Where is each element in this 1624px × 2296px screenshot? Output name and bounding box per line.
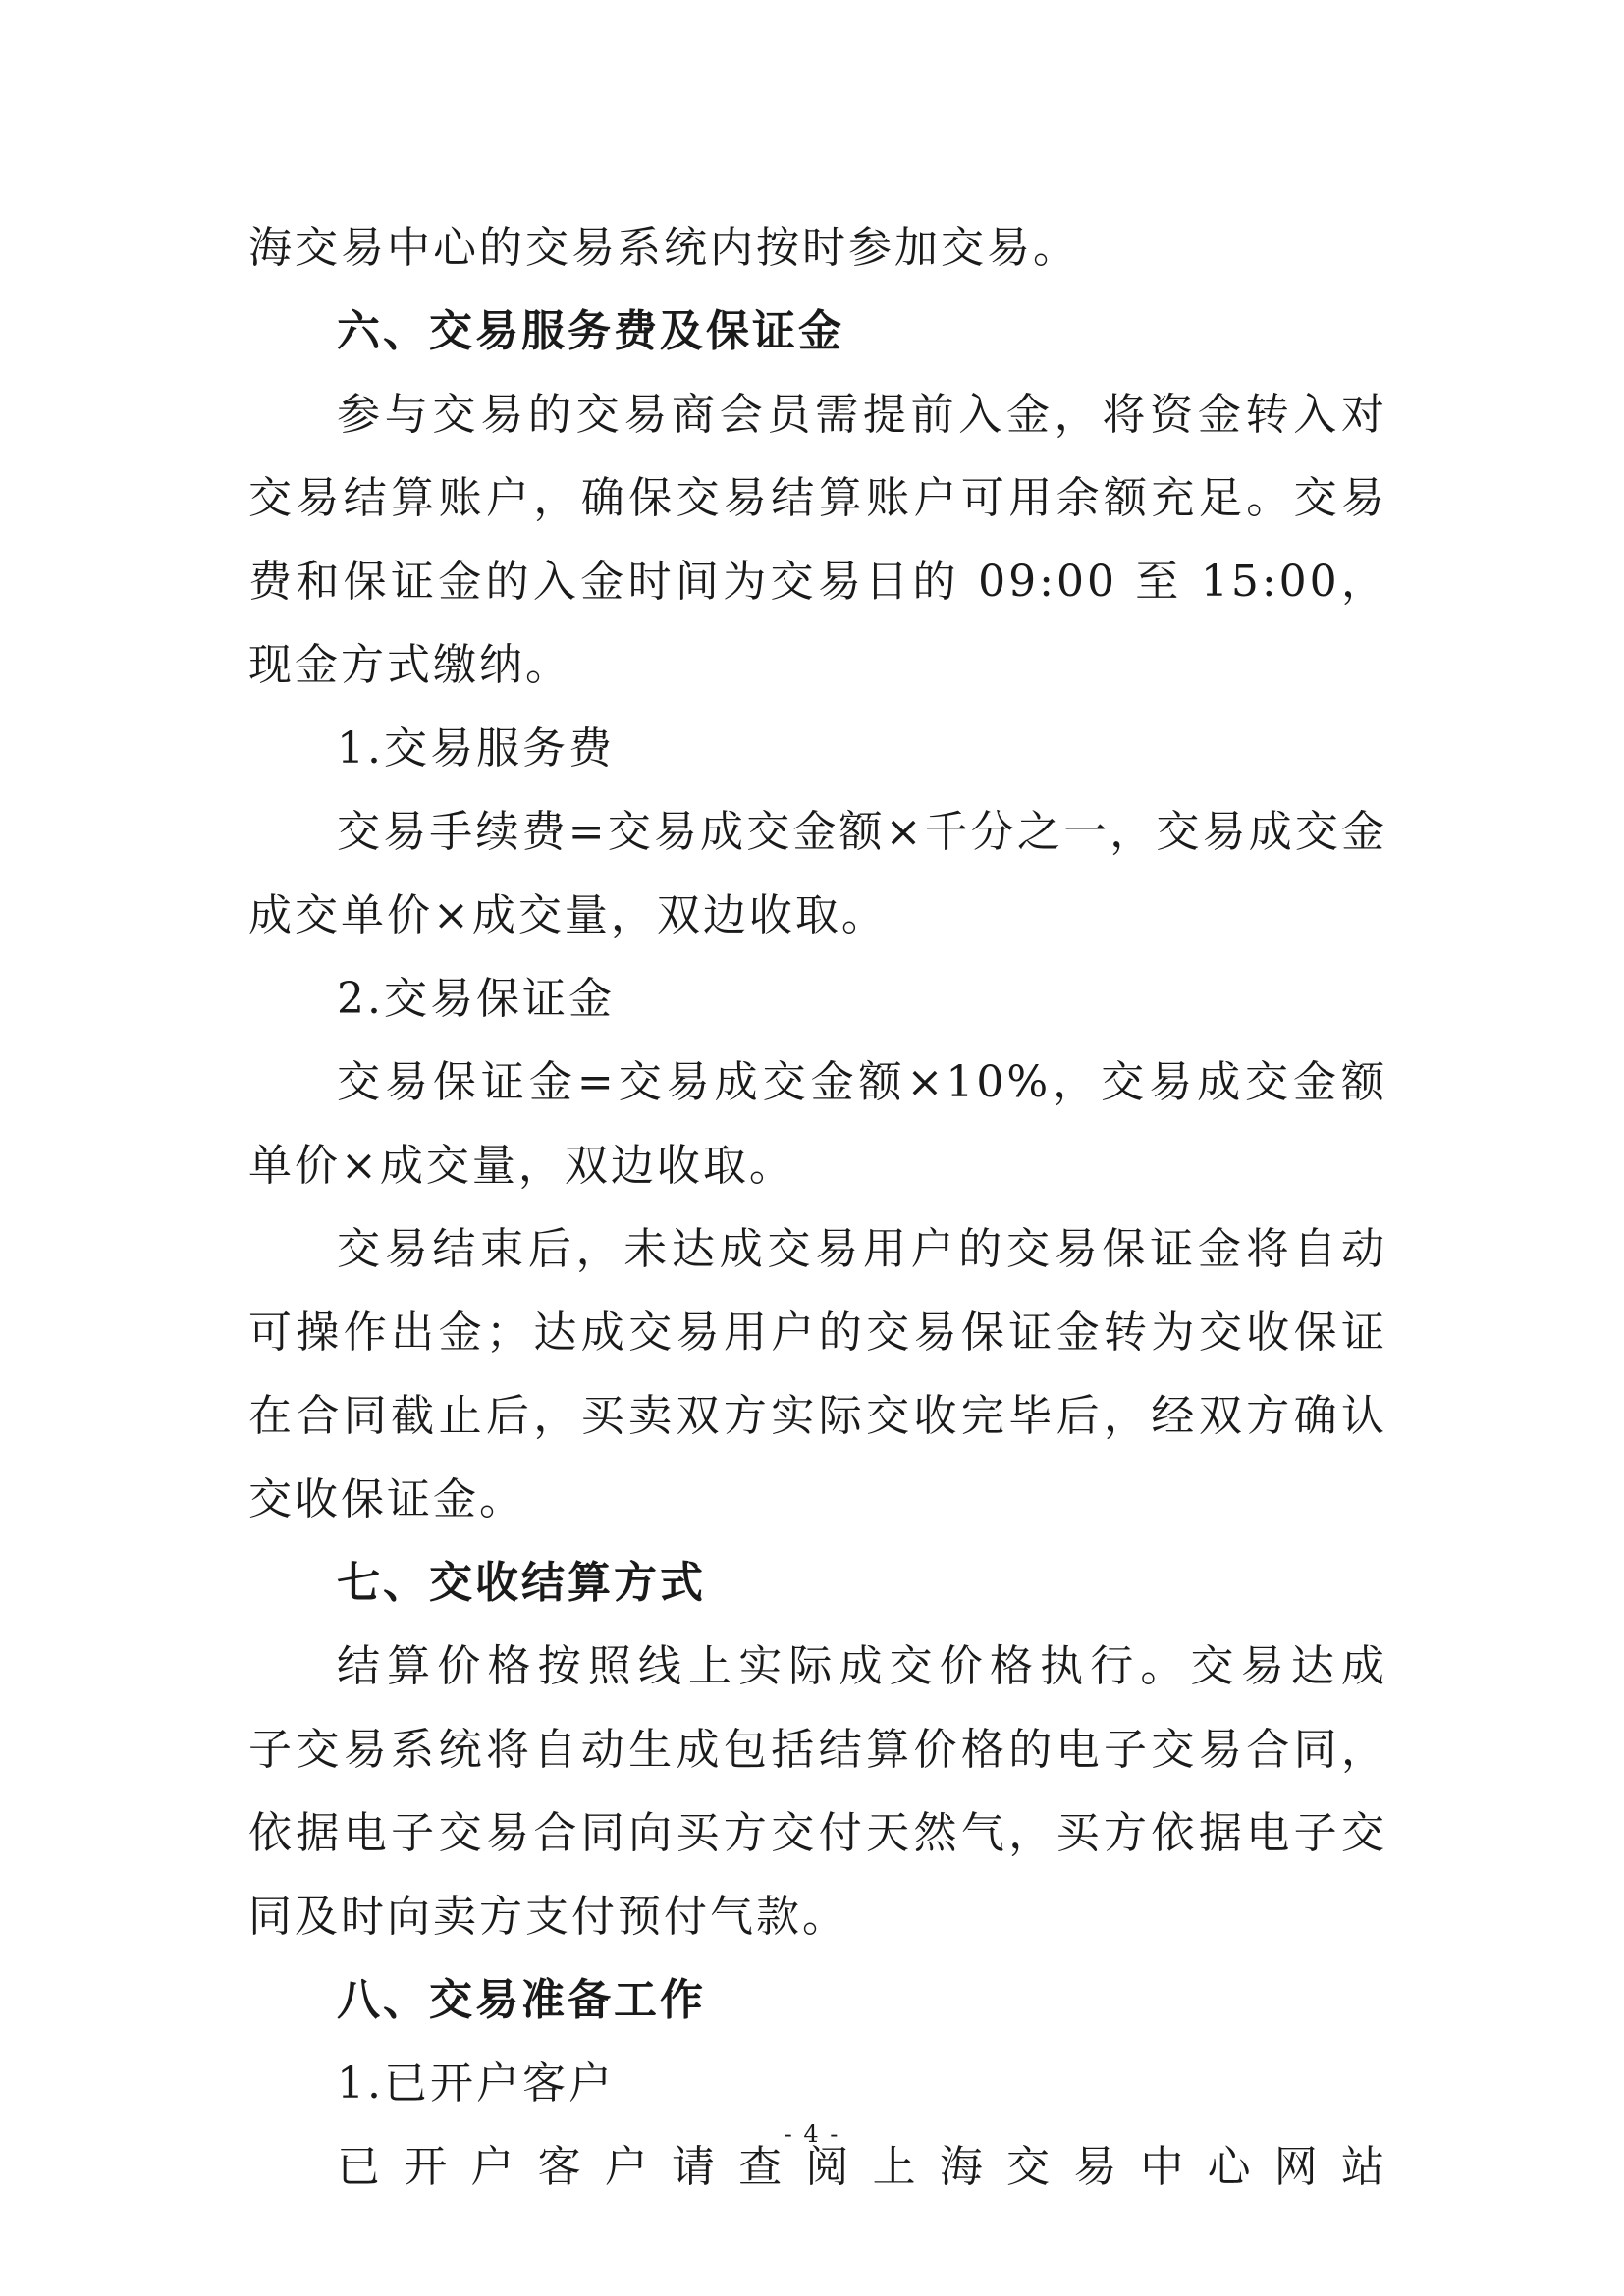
paragraph-line: 可操作出金；达成交易用户的交易保证金转为交收保证 (248, 1308, 1387, 1358)
subheading-service-fee: 1.交易服务费 (337, 723, 615, 774)
paragraph-line: 交易结束后，未达成交易用户的交易保证金将自动 (337, 1224, 1387, 1274)
paragraph-line: 交收保证金。 (248, 1474, 525, 1524)
paragraph-line: 参与交易的交易商会员需提前入金，将资金转入对 (337, 390, 1387, 440)
subheading-margin: 2.交易保证金 (337, 974, 615, 1024)
document-body (248, 206, 1387, 2209)
paragraph-line: 同及时向卖方支付预付气款。 (248, 1892, 848, 1942)
paragraph-line: 交易手续费=交易成交金额×千分之一，交易成交金 (337, 807, 1387, 857)
paragraph-line: 现金方式缴纳。 (248, 640, 571, 690)
section-heading-7: 七、交收结算方式 (337, 1558, 706, 1608)
section-heading-6: 六、交易服务费及保证金 (337, 306, 844, 356)
paragraph-line: 单价×成交量，双边收取。 (248, 1141, 795, 1191)
paragraph-line: 已开户客户请查阅上海交易中心网站 (337, 2142, 1387, 2192)
paragraph-line: 子交易系统将自动生成包括结算价格的电子交易合同， (248, 1725, 1387, 1775)
section-heading-8: 八、交易准备工作 (337, 1975, 706, 2025)
paragraph-line: 费和保证金的入金时间为交易日的 09:00 至 15:00， (248, 557, 1387, 607)
subheading-existing-clients: 1.已开户客户 (337, 2058, 615, 2109)
paragraph-line: 交易保证金=交易成交金额×10%，交易成交金额 (337, 1057, 1387, 1107)
paragraph-line: 成交单价×成交量，双边收取。 (248, 890, 888, 940)
paragraph-line: 海交易中心的交易系统内按时参加交易。 (248, 223, 1079, 273)
paragraph-line: 依据电子交易合同向买方交付天然气，买方依据电子交 (248, 1808, 1387, 1858)
paragraph-line: 交易结算账户，确保交易结算账户可用余额充足。交易 (248, 473, 1387, 523)
paragraph-line: 在合同截止后，买卖双方实际交收完毕后，经双方确认 (248, 1391, 1387, 1441)
paragraph-line: 结算价格按照线上实际成交价格执行。交易达成 (337, 1641, 1387, 1691)
page-number: - 4 - (784, 2120, 840, 2148)
